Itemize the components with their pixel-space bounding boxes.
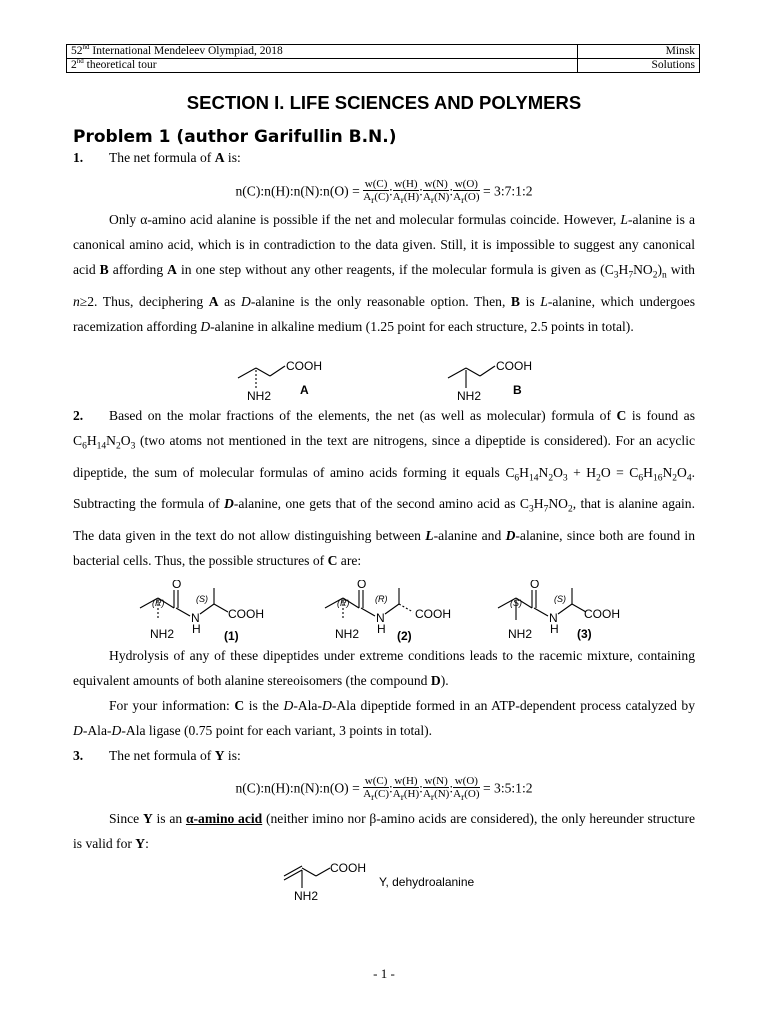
header-tour: 2nd theoretical tour [67,59,578,73]
svg-text:H: H [377,622,386,636]
svg-text:(R): (R) [152,598,165,608]
svg-text:(3): (3) [577,627,592,641]
svg-text:COOH: COOH [496,359,532,373]
svg-text:Y, dehydroalanine: Y, dehydroalanine [379,875,475,889]
svg-text:O: O [530,580,540,591]
q1-paragraph: Only α-amino acid alanine is possible if the net and molecular formulas coincide. However, L-alanine is a canonical amino acid, which is in contradiction to the data given. Still, it is impossible to suggest any canonical acid B affording A in one step without any other reagents, if the molecular formula is given as $(C_3H_7NO_2)_n$ with n≥2. Thus, deciphering A as D-alanine is the only reasonable option. Then, B is L-alanine, which undergoes racemization affording D-alanine in alkaline medium (1.25 point for each structure, 2.5 points in total). [73,212,695,334]
q1-formula: n(C):n(H):n(N):n(O) = $\frac{w(C)}{A_r(C)}$ : $\frac{w(H)}{A_r(H)}$ : $\frac{w(N)}{A_r(N)}$ : $\frac{w(O)}{A_r(O)}$ = 3:7:1:2 [235,178,533,207]
dipeptide-1 [140,580,264,643]
svg-text:(2): (2) [397,629,412,643]
svg-text:N: N [376,611,385,625]
svg-text:(R): (R) [337,598,350,608]
svg-text:H: H [192,622,201,636]
q3-paragraph: Since Y is an α-amino acid (neither imino nor β-amino acids are considered), the only hereunder structure is valid for Y: [73,811,696,851]
q2-paragraph: 2. Based on the molar fractions of the elements, the net (as well as molecular) formula of C is found as $C_6H_{14}N_2O_3$ (two atoms not mentioned in the text are nitrogens, since a dipeptide is considered). For an acyclic dipeptide, the sum of molecular formulas of amino acids forming it equals $C_6H_{14}N_2O_3 + H_2O = C_6H_{16}N_2O_4$. Subtracting the formula of D-alanine, one gets that of the second amino acid as $C_3H_7NO_2$, that is alanine again. The data given in the text do not allow distinguishing between L-alanine and D-alanine, since both are found in bacterial cells. Thus, the possible structures of C are: [73,408,696,569]
page-number: - 1 - [373,966,395,981]
svg-text:NH2: NH2 [247,389,272,403]
svg-text:B: B [513,383,522,397]
section-title: SECTION I. LIFE SCIENCES AND POLYMERS [186,92,582,113]
svg-text:COOH: COOH [228,607,264,621]
structure-a [238,359,322,403]
svg-text:COOH: COOH [415,607,451,621]
header-event: 52nd International Mendeleev Olympiad, 2018 [67,45,578,59]
svg-text:O: O [357,580,367,591]
structure-y [278,858,528,904]
svg-text:N: N [549,611,558,625]
svg-text:(1): (1) [224,629,239,643]
svg-text:COOH: COOH [330,861,366,875]
svg-text:(R): (R) [375,594,388,604]
svg-text:(S): (S) [510,598,522,608]
dipeptide-structures [130,580,650,648]
svg-text:NH2: NH2 [150,627,175,641]
q2-hydrolysis: Hydrolysis of any of these dipeptides under extreme conditions leads to the racemic mixture, containing equivalent amounts of both alanine stereoisomers (the compound D). [73,648,695,688]
svg-text:NH2: NH2 [457,389,482,403]
header-table [66,44,700,73]
structure-b [448,359,532,403]
q2-info: For your information: C is the D-Ala-D-Ala dipeptide formed in an ATP-dependent process catalyzed by D-Ala-D-Ala ligase (0.75 point for each variant, 3 points in total). [73,698,696,738]
svg-text:N: N [191,611,200,625]
dipeptide-3 [498,580,620,641]
svg-text:NH2: NH2 [294,889,319,903]
svg-text:COOH: COOH [584,607,620,621]
q3-formula: n(C):n(H):n(N):n(O) = $\frac{w(C)}{A_r(C)}$ : $\frac{w(H)}{A_r(H)}$ : $\frac{w(N)}{A_r(N)}$ : $\frac{w(O)}{A_r(O)}$ = 3:5:1:2 [235,775,533,804]
svg-text:O: O [172,580,182,591]
svg-text:A: A [300,383,309,397]
header-kind: Solutions [578,59,700,73]
q3-intro: 3. The net formula of Y is: [73,748,241,763]
q1-intro: 1. The net formula of A is: [73,150,241,165]
svg-text:NH2: NH2 [335,627,360,641]
svg-text:NH2: NH2 [508,627,533,641]
problem-title: Problem 1 (author Garifullin B.N.) [73,127,397,147]
svg-text:H: H [550,622,559,636]
header-city: Minsk [578,45,700,59]
svg-text:(S): (S) [554,594,566,604]
svg-text:(S): (S) [196,594,208,604]
dipeptide-2 [325,580,451,643]
svg-text:COOH: COOH [286,359,322,373]
